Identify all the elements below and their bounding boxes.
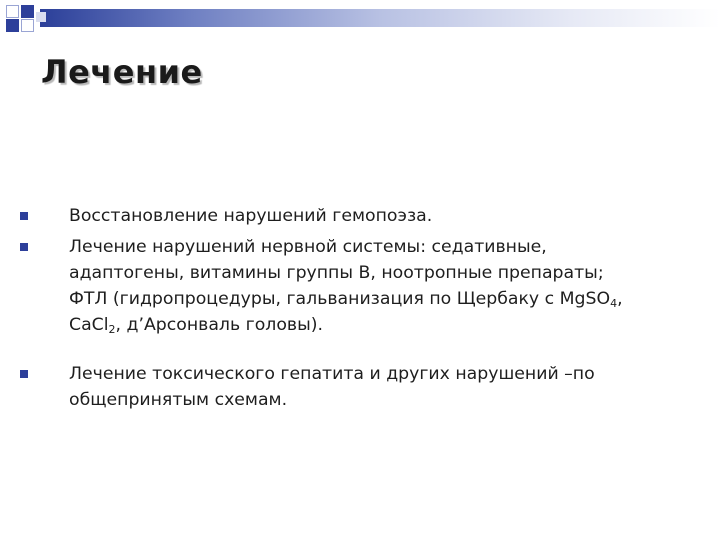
bullet-2-text-4c: , д’Арсонваль головы).	[115, 315, 323, 335]
gradient-stripe	[40, 9, 720, 27]
bullet-2-text-3b: SO	[585, 289, 611, 309]
bullet-2-text-2: адаптогены, витамины группы В, ноотропные препараты;	[69, 263, 604, 283]
decor-square-filled-2	[6, 19, 19, 32]
subscript-4: 4	[610, 297, 618, 310]
bullet-marker-1	[20, 212, 28, 220]
bullet-2-line-2	[69, 260, 604, 286]
bullet-2-text-1: Лечение нарушений нервной системы: седативные,	[69, 237, 547, 257]
bullet-2-text-4a: Ca	[69, 315, 92, 335]
bullet-2-text-4b: Cl	[91, 315, 109, 335]
decor-square-filled-1	[21, 5, 34, 18]
bullet-marker-2	[20, 243, 28, 251]
bullet-2-line-1	[69, 234, 547, 260]
bullet-2-text-3a: ФТЛ (гидропроцедуры, гальванизация по Щербаку с Mg	[69, 289, 586, 309]
bullet-3-line-2	[69, 387, 287, 413]
decor-square-outline-1	[6, 5, 19, 18]
decorative-header-band	[0, 0, 720, 40]
bullet-3-text-1: Лечение токсического гепатита и других нарушений –по	[69, 364, 595, 384]
bullet-3-text-2: общепринятым схемам.	[69, 390, 288, 410]
bullet-2-text-3c: ,	[617, 289, 623, 309]
decor-square-outline-2	[21, 19, 34, 32]
bullet-2-line-4	[69, 312, 323, 343]
bullet-marker-3	[20, 370, 28, 378]
bullet-1-line-1	[69, 203, 432, 229]
decor-square-light	[36, 12, 46, 22]
bullet-3-line-1	[69, 361, 595, 387]
subscript-2: 2	[108, 323, 116, 336]
bullet-1-text: Восстановление нарушений гемопоэза.	[69, 206, 433, 226]
slide-title: Лечение	[41, 53, 203, 91]
